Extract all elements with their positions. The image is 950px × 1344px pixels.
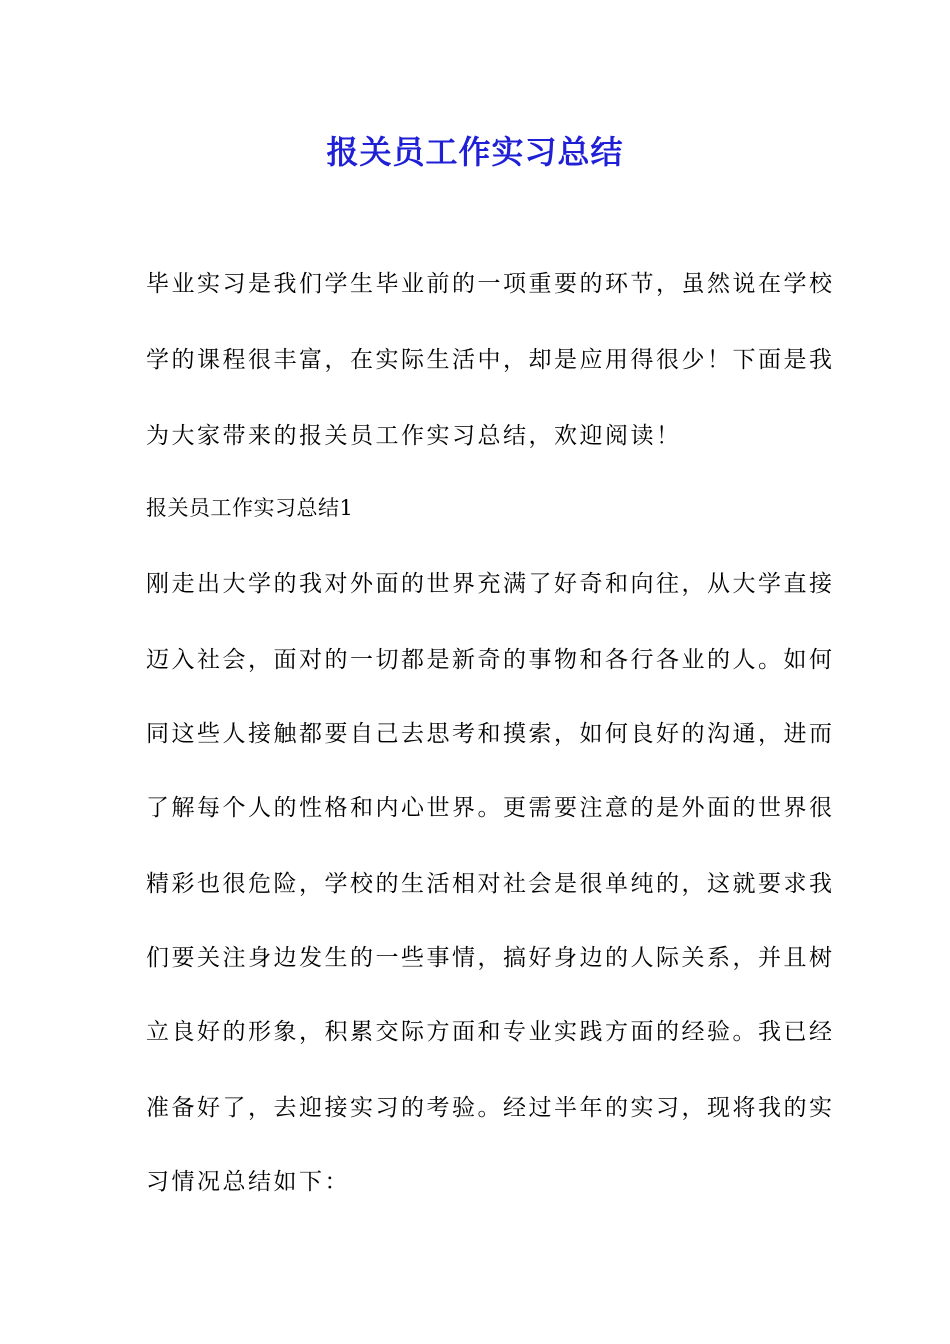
document-title: 报关员工作实习总结 xyxy=(326,133,624,171)
intro-line: 学的课程很丰富，在实际生活中，却是应用得很少！下面是我 xyxy=(146,347,835,373)
body-line: 了解每个人的性格和内心世界。更需要注意的是外面的世界很 xyxy=(146,795,835,821)
body-line: 刚走出大学的我对外面的世界充满了好奇和向往，从大学直接 xyxy=(146,571,835,597)
body-line: 习情况总结如下： xyxy=(146,1169,350,1195)
body-line: 迈入社会，面对的一切都是新奇的事物和各行各业的人。如何 xyxy=(146,647,835,673)
body-line: 们要关注身边发生的一些事情，搞好身边的人际关系，并且树 xyxy=(146,945,835,971)
intro-line: 为大家带来的报关员工作实习总结，欢迎阅读！ xyxy=(146,423,682,449)
body-line: 立良好的形象，积累交际方面和专业实践方面的经验。我已经 xyxy=(146,1019,835,1045)
section-heading: 报关员工作实习总结1 xyxy=(146,496,354,520)
body-line: 准备好了，去迎接实习的考验。经过半年的实习，现将我的实 xyxy=(146,1095,835,1121)
body-line: 同这些人接触都要自己去思考和摸索，如何良好的沟通，进而 xyxy=(146,721,835,747)
body-line: 精彩也很危险，学校的生活相对社会是很单纯的，这就要求我 xyxy=(146,871,835,897)
intro-line: 毕业实习是我们学生毕业前的一项重要的环节，虽然说在学校 xyxy=(146,271,835,297)
